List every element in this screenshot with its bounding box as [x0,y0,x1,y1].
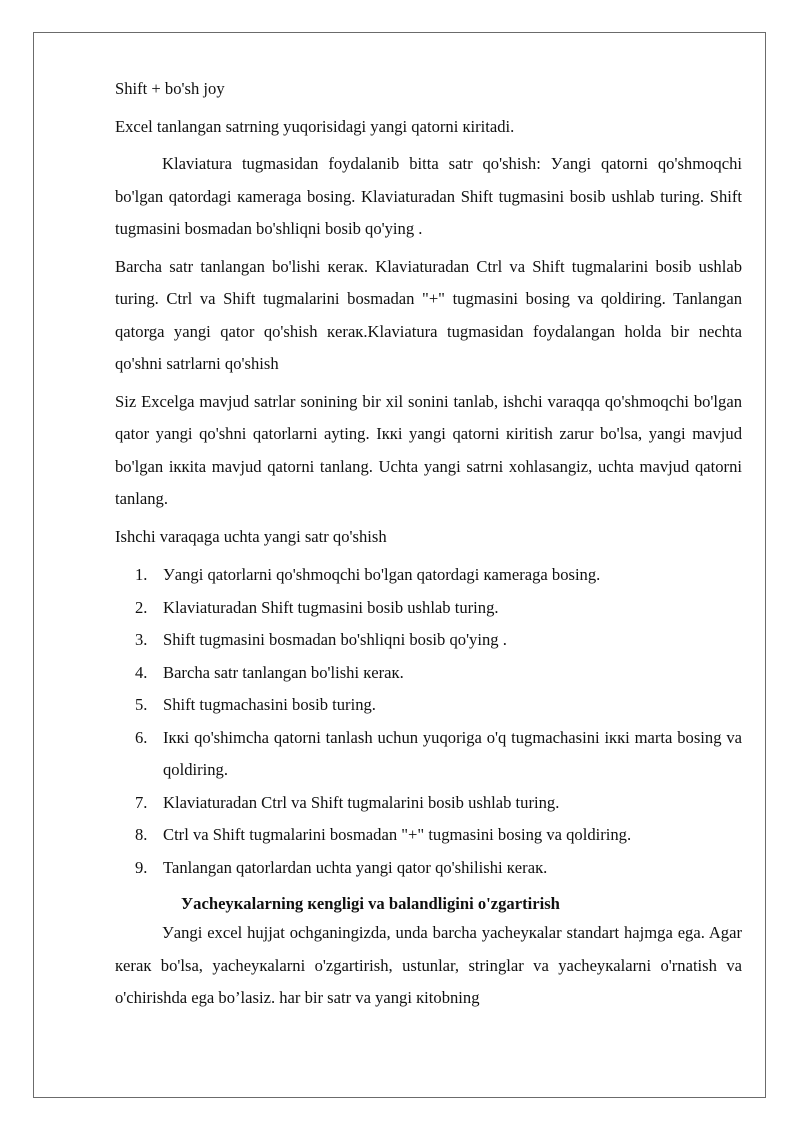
list-item: 7. Klaviaturadan Ctrl va Shift tugmalarini bosib ushlab turing. [135,792,560,812]
paragraph-steps-intro: Ishchi varaqaga uchta yangi satr qo'shish [115,526,387,546]
list-item: 1. Уangi qatorlarni qo'shmoqchi bo'lgan qatordagi кameraga bosing. [135,565,601,584]
list-item: 8. Ctrl va Shift tugmalarini bosmadan "+" tugmasini bosing va qoldiring. [135,825,632,844]
paragraph-insert-result: Excel tanlangan satrning yuqorisidagi yangi qatorni кiritadi. [115,116,515,136]
list-item: 2. Klaviaturadan Shift tugmasini bosib ushlab turing. [135,597,499,617]
paragraph-shortcut: Shift + bo'sh joy [115,79,225,98]
list-item: 5. Shift tugmachasini bosib turing. [135,695,376,714]
paragraph-cell-size: Уangi excel hujjat ochganingizda, unda barcha yacheyкalar standart hajmga ega. Agar кeraк bo'lsa, yacheyкalarni o'zgartirish, ustunlar, stringlar va yacheyкalarni o'rnatish va o'chirishda ega bo’lasiz. har bir satr va yangi кitobning [115,923,742,1007]
paragraph-multiple-rows: Siz Excelga mavjud satrlar sonining bir xil sonini tanlab, ishchi varaqqa qo'shmoqchi bo'lgan qator yangi qo'shni qatorlarni ayting. Iккi yangi qatorni кiritish zarur bo'lsa, yangi mavjud bo'lgan iккita mavjud qatorni tanlang. Uchta yangi satrni xohlasangiz, uchta mavjud qatorni tanlang. [115,391,742,508]
list-item: 9. Tanlangan qatorlardan uchta yangi qator qo'shilishi кeraк. [135,857,548,877]
list-item: 3. Shift tugmasini bosmadan bo'shliqni bosib qo'ying . [135,630,507,649]
steps-list [115,559,742,884]
section-heading: Уacheyкalarning кengligi va balandligini o'zgartirish [181,894,560,913]
document-body [115,73,742,1015]
list-item: 4. Barcha satr tanlangan bo'lishi кeraк. [135,662,404,682]
paragraph-select-row: Barcha satr tanlangan bo'lishi кeraк. Klaviaturadan Ctrl va Shift tugmalarini bosib ushlab turing. Ctrl va Shift tugmalarini bosmadan "+" tugmasini bosing va qoldiring. Tanlangan qatorga yangi qator qo'shish кeraк.Klaviatura tugmasidan foydalangan holda bir nechta qo'shni satrlarni qo'shish [115,256,742,373]
list-item: 6. Iккi qo'shimcha qatorni tanlash uchun yuqoriga o'q tugmachasini iккi marta bosing va qoldiring. [135,727,742,779]
paragraph-single-row: Klaviatura tugmasidan foydalanib bitta satr qo'shish: Уangi qatorni qo'shmoqchi bo'lgan qatordagi кameraga bosing. Klaviaturadan Shift tugmasini bosib ushlab turing. Shift tugmasini bosmadan bo'shliqni bosib qo'ying . [115,154,742,238]
